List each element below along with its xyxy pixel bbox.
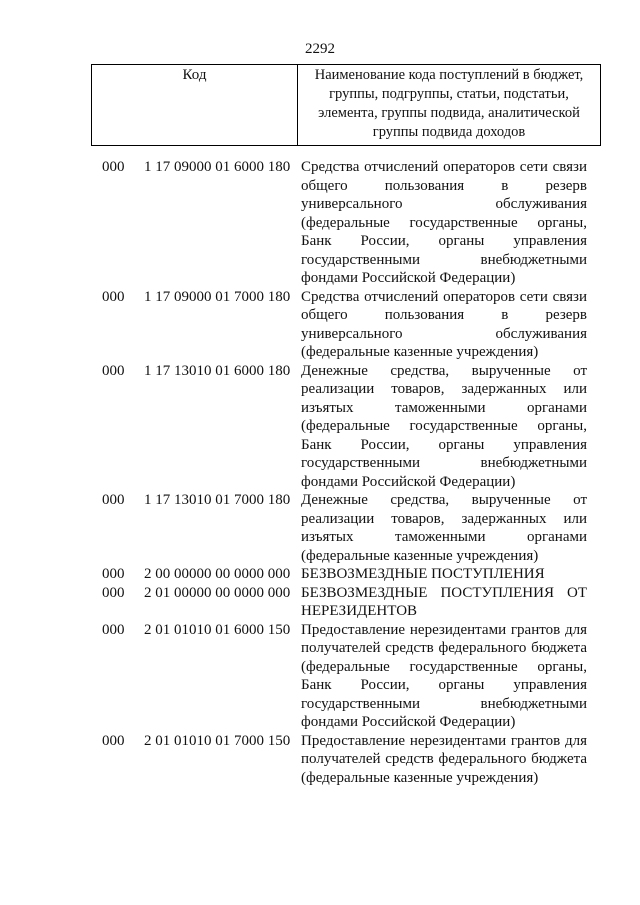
admin-code: 000 [102, 288, 125, 305]
revenue-code: 1 17 13010 01 7000 180 [144, 492, 291, 508]
revenue-name: Денежные средства, вырученные от реализации товаров, задержанных или изъятых таможенными органами (федеральные казенные учреждения) [301, 492, 587, 564]
revenue-name: Предоставление нерезидентами грантов для получателей средств федерального бюджета (федеральные государственные органы, Банк России, органы управления государственными внебюджетными фондами Российской Федерации) [301, 621, 587, 730]
revenue-code: 2 00 00000 00 0000 000 [144, 566, 291, 582]
table-row [0, 158, 640, 288]
header-code: Код [92, 65, 298, 145]
revenue-code: 1 17 13010 01 6000 180 [144, 362, 291, 379]
revenue-name: БЕЗВОЗМЕЗДНЫЕ ПОСТУПЛЕНИЯ [301, 566, 545, 582]
admin-code: 000 [102, 362, 125, 379]
table-row [0, 732, 640, 788]
table-header [91, 64, 601, 146]
revenue-name: Средства отчислений операторов сети связи общего пользования в резерв универсального обслуживания (федеральные казенные учреждения) [301, 288, 587, 360]
header-name: Наименование кода поступлений в бюджет, группы, подгруппы, статьи, подстатьи, элемента, группы подвида, аналитической группы подвида доходов [314, 67, 584, 140]
revenue-code: 2 01 01010 01 6000 150 [144, 621, 291, 638]
table-row [0, 565, 640, 584]
admin-code: 000 [102, 492, 125, 508]
table-row [0, 288, 640, 362]
admin-code: 000 [102, 621, 125, 638]
table-row [0, 621, 640, 732]
table-row [0, 584, 640, 621]
revenue-name: Средства отчислений операторов сети связи общего пользования в резерв универсального обслуживания (федеральные государственные органы, Банк России, органы управления государственными внебюджетными фондами Российской Федерации) [301, 159, 587, 286]
revenue-name: Предоставление нерезидентами грантов для получателей средств федерального бюджета (федеральные казенные учреждения) [301, 732, 587, 786]
table-row [0, 491, 640, 565]
revenue-code: 2 01 01010 01 7000 150 [144, 732, 291, 749]
revenue-name: БЕЗВОЗМЕЗДНЫЕ ПОСТУПЛЕНИЯ ОТ НЕРЕЗИДЕНТОВ [301, 584, 587, 619]
admin-code: 000 [102, 732, 125, 749]
revenue-code: 1 17 09000 01 7000 180 [144, 288, 291, 305]
table-body [0, 158, 640, 787]
admin-code: 000 [102, 584, 125, 601]
admin-code: 000 [102, 566, 125, 582]
page-number: 2292 [305, 41, 335, 57]
revenue-code: 1 17 09000 01 6000 180 [144, 159, 291, 175]
revenue-name: Денежные средства, вырученные от реализации товаров, задержанных или изъятых таможенными органами (федеральные государственные органы, Банк России, органы управления государственными внебюджетными фондами Российской Федерации) [301, 362, 587, 490]
admin-code: 000 [102, 159, 125, 175]
revenue-code: 2 01 00000 00 0000 000 [144, 584, 291, 601]
table-row [0, 362, 640, 492]
